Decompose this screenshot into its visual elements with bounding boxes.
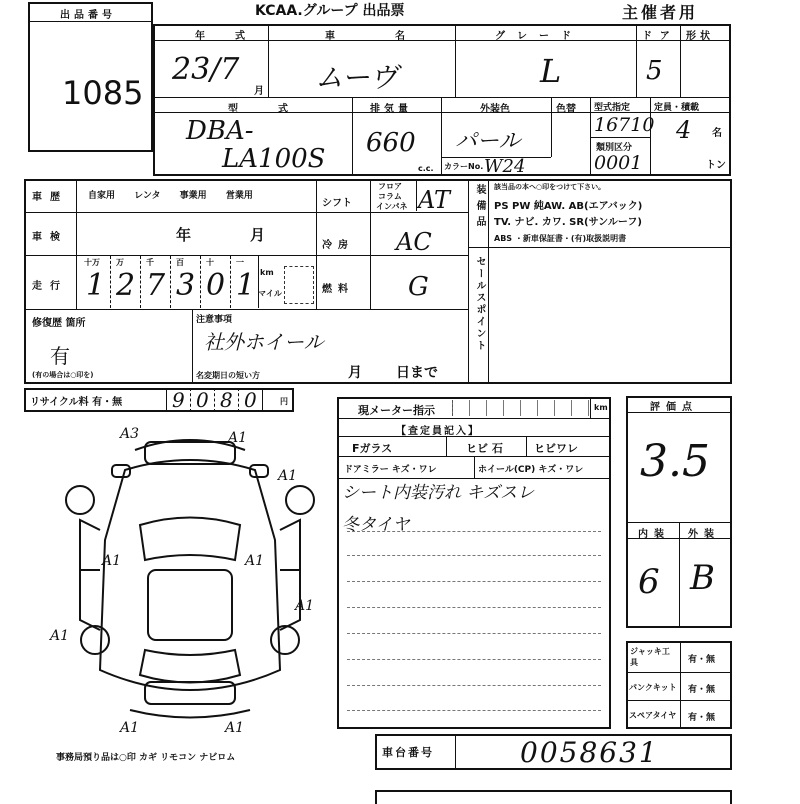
class-value: 0001: [594, 152, 643, 174]
mileage-digit-4: 0: [206, 268, 226, 303]
spare-options: 有・無: [688, 713, 716, 723]
mileage-label: 走行: [32, 281, 68, 292]
mileage-digit-5: 1: [236, 268, 256, 303]
tools-divider: [680, 641, 681, 729]
notes-line2: 冬タイヤ: [342, 515, 410, 535]
mileage-unit-4: 十: [206, 258, 214, 267]
damage-mark-1: A1: [228, 430, 248, 446]
mileage-check-box: [284, 266, 314, 304]
row1-col-c: [636, 24, 637, 97]
recycle-digit-2: 8: [220, 388, 233, 412]
shape-label: 形状: [686, 31, 714, 42]
color-no-label: 色替: [556, 104, 576, 115]
fuel-label: 燃料: [322, 284, 354, 295]
history-label: 車歴: [32, 192, 68, 203]
row2-mid-line: [590, 137, 650, 138]
glass-col2-label: ヒビ 石: [466, 442, 503, 455]
class-label: 類別区分: [596, 143, 633, 153]
note-rule-6: [347, 659, 601, 660]
recycle-label: リサイクル料 有・無: [30, 397, 123, 408]
fuel-value: G: [408, 272, 429, 302]
mileage-unit-5: 一: [236, 258, 244, 267]
model-line2: LA100S: [222, 144, 326, 174]
damage-mark-0: A3: [120, 426, 140, 442]
meter-digit-boxes: [452, 400, 589, 416]
year-value: 23/7: [172, 52, 240, 87]
recycle-digits: [166, 388, 266, 412]
mirror-label: ドアミラー キズ・ワレ: [344, 465, 437, 475]
recycle-digit-3: 0: [244, 388, 257, 412]
caution-value: 社外ホイール: [204, 330, 324, 354]
sales-point-label: セールスポイント: [474, 256, 485, 352]
shift-option-column: コラム: [378, 192, 402, 201]
equipment-divider: [468, 179, 469, 384]
brand-title: KCAA.グループ 出品票: [255, 3, 405, 19]
repair-label: 修復歴 箇所: [32, 318, 86, 329]
damage-mark-7: A1: [120, 720, 140, 736]
type-value: 16710: [594, 114, 655, 136]
lot-number: 1085: [62, 74, 144, 112]
disp-unit: c.c.: [418, 164, 434, 173]
jack-label: ジャッキ工具: [630, 647, 670, 667]
exterior-value: B: [690, 558, 715, 598]
expiry-label: 名変期日の短い方: [196, 371, 260, 380]
note-rule-3: [347, 581, 601, 582]
specs-divider: [316, 179, 317, 309]
damage-mark-6: A1: [50, 628, 70, 644]
equipment-hint: 該当品の本へ○印をつけて下さい。: [494, 183, 606, 191]
score-sub-divider: [679, 522, 680, 628]
tools-line1: [626, 672, 732, 673]
car-damage-diagram: [40, 420, 340, 740]
note-rule-4: [347, 607, 601, 608]
type-label: 型式指定: [594, 103, 631, 113]
chassis-label: 車台番号: [382, 746, 434, 759]
meter-unit: km: [594, 403, 608, 412]
shift-label: シフト: [322, 198, 352, 209]
footer-partial-box: [375, 790, 732, 804]
puncture-options: 有・無: [688, 685, 716, 695]
recycle-digit-1: 0: [196, 388, 209, 412]
note-rule-7: [347, 685, 601, 686]
mileage-digit-3: 3: [176, 268, 196, 303]
history-label-col: [76, 179, 77, 309]
mileage-unit-2: 千: [146, 258, 154, 267]
mile-unit: マイル: [258, 289, 282, 298]
history-options: 自家用 レンタ 事業用 営業用: [88, 191, 253, 201]
meter-line: [337, 418, 611, 419]
note-rule-2: [347, 555, 601, 556]
specs-label-col: [370, 179, 371, 309]
expiry-month: 月: [348, 365, 362, 381]
expiry-day: 日まで: [396, 365, 438, 381]
glass-col2: [526, 436, 527, 456]
meter-label: 現メーター指示: [358, 404, 435, 417]
recycle-digit-0: 9: [172, 388, 185, 412]
damage-mark-8: A1: [225, 720, 245, 736]
shift-option-inpane: インパネ: [376, 202, 408, 211]
chassis-divider: [455, 734, 456, 770]
year-label: 年式: [195, 31, 275, 42]
ac-label: 冷房: [322, 240, 354, 251]
mirror-col: [474, 456, 475, 478]
shift-value: AT: [418, 186, 451, 214]
glass-col1: [446, 436, 447, 456]
color-code-label: カラーNo.: [444, 162, 484, 171]
note-rule-5: [347, 633, 601, 634]
mileage-unit-0: 十万: [84, 258, 100, 267]
doors-value: 5: [646, 56, 663, 86]
repair-divider: [192, 309, 193, 384]
equipment-bottom: [468, 247, 732, 248]
repair-note: (有の場合は○印を): [32, 371, 94, 379]
ext-color-value: パール: [455, 129, 521, 154]
equipment-side-col: [488, 179, 489, 384]
repair-value: 有: [50, 344, 70, 368]
history-line3: [24, 309, 468, 310]
capacity-unit: 名: [712, 128, 722, 139]
lot-label: 出品番号: [60, 10, 116, 21]
glass-label: Fガラス: [352, 442, 393, 455]
equipment-line3: ABS ・新車保証書・(有)取扱説明書: [494, 234, 627, 243]
lot-label-divider: [28, 21, 153, 22]
model-line1: DBA-: [186, 116, 254, 146]
caution-label: 注意事項: [196, 315, 233, 325]
glass-col3-label: ヒビワレ: [534, 442, 578, 455]
color-code-value: W24: [484, 156, 526, 177]
score-value: 3.5: [640, 436, 710, 487]
exterior-label: 外装: [688, 529, 720, 540]
damage-mark-3: A1: [102, 553, 122, 569]
car-map-footer: 事務局預り品は○印 カギ リモコン ナビロム: [56, 753, 236, 763]
shift-option-floor: フロア: [378, 182, 402, 191]
equipment-line1: PS PW 純AW. AB(エアバック): [494, 201, 643, 212]
year-unit: 月: [254, 86, 264, 97]
mileage-unit-1: 万: [116, 258, 124, 267]
capacity-value: 4: [676, 116, 692, 144]
name-label: 車名: [325, 31, 465, 42]
recycle-unit: 円: [280, 397, 288, 406]
note-rule-1: [347, 531, 601, 532]
inspection-label: 車検: [32, 232, 68, 243]
model-label: 型式: [228, 104, 328, 115]
mileage-digits: [80, 256, 260, 308]
mileage-digit-2: 7: [146, 268, 166, 303]
wheel-label: ホイール(CP) キズ・ワレ: [478, 465, 584, 475]
load-unit: トン: [706, 160, 726, 171]
mileage-digit-1: 2: [116, 268, 136, 303]
meter-unit-col: [590, 397, 591, 418]
row1-bottom-line: [153, 97, 731, 98]
history-line1: [24, 212, 468, 213]
row1-col-d: [680, 24, 681, 97]
grade-value: L: [540, 52, 562, 90]
score-label: 評価点: [650, 402, 698, 413]
doors-label: ドア: [642, 31, 678, 42]
mileage-unit: km: [260, 268, 274, 277]
damage-mark-5: A1: [295, 598, 315, 614]
row2-col-b: [441, 97, 442, 176]
shift-options: [372, 181, 417, 211]
capacity-label: 定員・積載: [654, 103, 700, 113]
damage-mark-2: A1: [278, 468, 298, 484]
disp-label: 排気量: [370, 104, 412, 115]
grade-label: グレード: [495, 31, 583, 42]
row2-col-c: [551, 97, 552, 157]
spare-label: スペアタイヤ: [629, 711, 677, 720]
chassis-value: 0058631: [520, 736, 659, 769]
mileage-unit-3: 百: [176, 258, 184, 267]
name-value: ムーヴ: [315, 61, 398, 94]
row2-col-a: [352, 97, 353, 176]
mileage-digit-0: 1: [86, 268, 106, 303]
disp-value: 660: [366, 128, 416, 158]
interior-value: 6: [638, 562, 660, 602]
equipment-line2: TV. ナビ. カワ. SR(サンルーフ): [494, 217, 642, 228]
notes-line1: シート内装汚れ キズスレ: [342, 483, 535, 503]
jack-options: 有・無: [688, 655, 716, 665]
tools-line2: [626, 700, 732, 701]
damage-mark-4: A1: [245, 553, 265, 569]
equipment-side-label: 装備品: [474, 184, 485, 232]
row2-col-e: [650, 97, 651, 176]
puncture-label: パンクキット: [629, 683, 677, 692]
interior-label: 内装: [638, 529, 670, 540]
organizer-label: 主催者用: [622, 3, 699, 22]
inspection-year: 年: [176, 226, 192, 244]
ac-value: AC: [396, 228, 432, 256]
fixed-label: 【査定員記入】: [396, 426, 480, 437]
ext-color-label: 外装色: [480, 104, 510, 115]
inspection-month: 月: [250, 226, 266, 244]
note-rule-8: [347, 710, 601, 711]
